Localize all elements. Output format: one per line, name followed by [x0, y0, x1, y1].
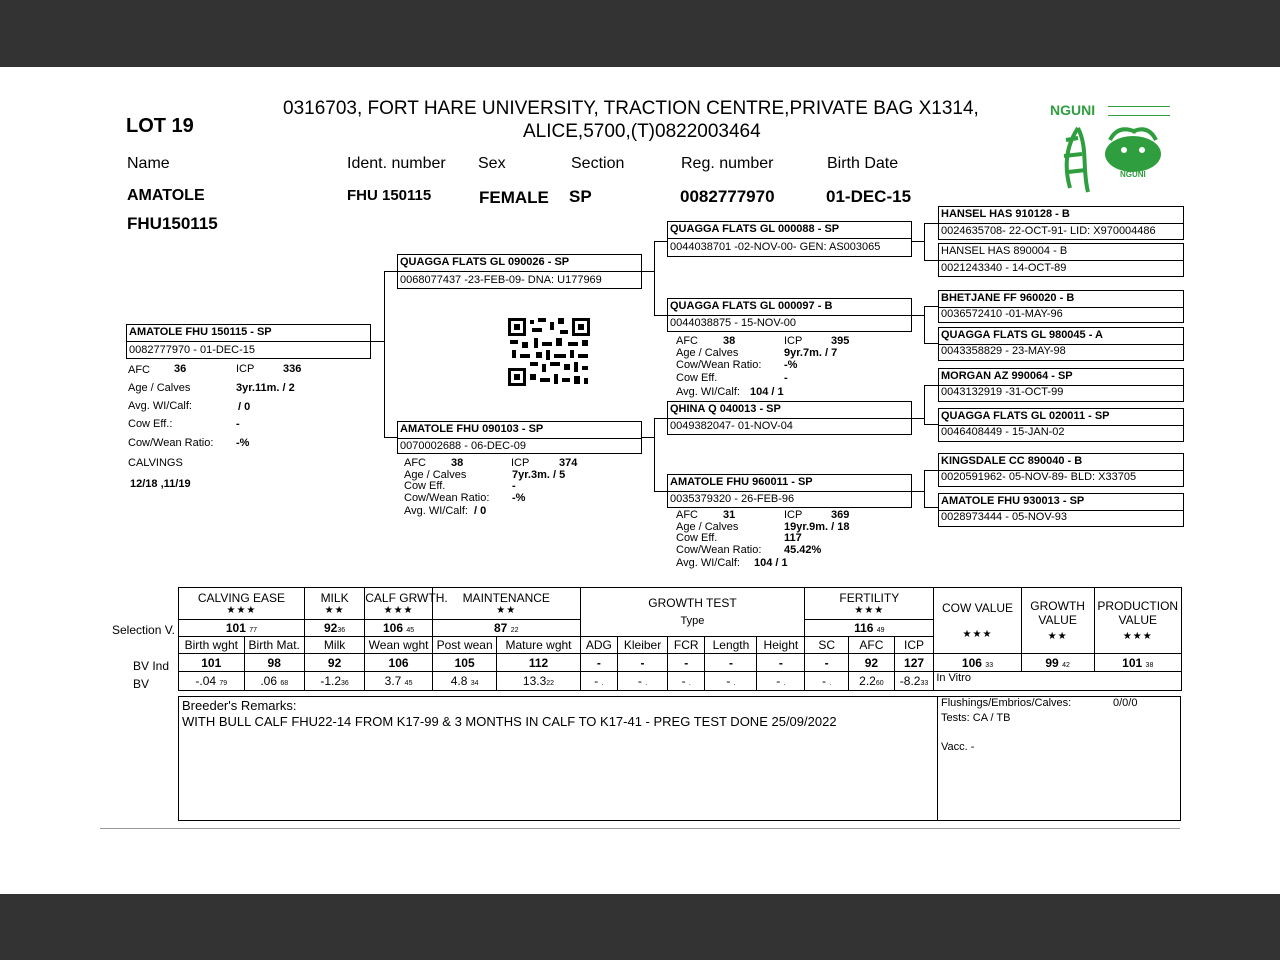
accuracy: 34: [470, 680, 479, 687]
maintenance-label: MAINTENANCE: [462, 591, 550, 605]
milk-stars: ★★: [324, 605, 345, 616]
maintenance-group: [432, 588, 580, 620]
flushings-value: 0/0/0: [1113, 697, 1138, 709]
bv-index-cell: -: [757, 654, 805, 672]
selection-milk: [304, 620, 364, 637]
dd-age-label: Age / Calves: [676, 521, 739, 533]
trait-header: Mature wght: [497, 637, 580, 654]
bv-cell: [757, 672, 805, 691]
reg-value: 0082777970: [680, 187, 775, 206]
breeder-line-2: ALICE,5700,(T)0822003464: [523, 121, 761, 142]
animal-age: 3yr.11m. / 2: [236, 382, 295, 394]
calf-growth-group: [365, 588, 448, 620]
gg-title: QUAGGA FLATS GL 020011 - SP: [941, 410, 1110, 422]
connector: [654, 418, 655, 491]
accuracy: 33: [920, 680, 929, 687]
bv-index-row: [179, 654, 1182, 672]
sire-box: [397, 254, 642, 289]
dam-dam-box: [667, 474, 912, 508]
name-value: AMATOLE: [127, 187, 205, 204]
sire-sire-box: [667, 221, 912, 257]
trait-header: Birth wght: [179, 637, 245, 654]
animal-cw-label: Cow/Wean Ratio:: [128, 437, 214, 449]
dam-sub: 0070002688 - 06-DEC-09: [400, 440, 526, 452]
accuracy: 60: [875, 680, 884, 687]
cow-value-group: [934, 588, 1021, 654]
remarks-box: [178, 696, 1181, 821]
logo-tagline-lines: [1108, 106, 1170, 116]
accuracy: .: [829, 680, 832, 687]
sd-wi-label: Avg. WI/Calf:: [676, 386, 740, 398]
connector: [384, 271, 398, 272]
gg-title: KINGSDALE CC 890040 - B: [941, 455, 1083, 467]
accuracy: 68: [280, 680, 289, 687]
accuracy: .: [783, 680, 786, 687]
dam-afc-label: AFC: [404, 457, 426, 469]
lot-number: LOT 19: [126, 115, 194, 137]
ident-value: FHU 150115: [347, 187, 432, 204]
dam-age: 7yr.3m. / 5: [512, 469, 566, 481]
bv-index-cell: 92: [849, 654, 895, 672]
dam-box: [397, 421, 642, 454]
dam-icp: 374: [559, 457, 578, 469]
top-bar: [0, 0, 1280, 67]
selection-value: 106: [382, 621, 403, 635]
dam-sire-sub: 0049382047- 01-NOV-04: [670, 420, 793, 432]
trait-header: Length: [705, 637, 757, 654]
animal-afc: 36: [174, 363, 187, 375]
index-value: 101: [1122, 655, 1143, 670]
trait-header: Birth Mat.: [244, 637, 304, 654]
type-label: Type: [680, 615, 705, 627]
sire-sub: 0068077437 -23-FEB-09- DNA: U177969: [400, 274, 602, 286]
row-label-selection: Selection V.: [112, 623, 175, 637]
bv-cell: [179, 672, 245, 691]
gg-title: HANSEL HAS 890004 - B: [941, 245, 1068, 257]
accuracy: .: [645, 680, 648, 687]
gg-sub: 0028973444 - 05-NOV-93: [941, 511, 1067, 523]
gg-box: [938, 206, 1184, 240]
connector: [924, 470, 925, 508]
calvings-value: 12/18 ,11/19: [130, 478, 191, 490]
accuracy: .: [688, 680, 691, 687]
bv-value: 3.7: [384, 674, 402, 688]
bottom-bar: [0, 894, 1280, 960]
gg-sub: 0020591962- 05-NOV-89- BLD: X33705: [941, 471, 1137, 483]
trait-header: ICP: [894, 637, 934, 654]
gg-sub: 0043132919 -31-OCT-99: [941, 386, 1064, 398]
production-value-index: [1094, 654, 1181, 672]
bv-cell: [432, 672, 497, 691]
connector: [911, 315, 925, 316]
bv-cell: [668, 672, 705, 691]
connector: [924, 470, 938, 471]
sd-age-label: Age / Calves: [676, 347, 739, 359]
selection-fertility: [805, 620, 934, 637]
breeding-value-table: [178, 587, 1182, 691]
sd-icp: 395: [831, 335, 850, 347]
connector: [924, 385, 938, 386]
accuracy: 49: [876, 627, 885, 634]
accuracy: 45: [406, 627, 415, 634]
sex-value: FEMALE: [479, 188, 549, 207]
production-value-label: PRODUCTION VALUE: [1097, 599, 1179, 627]
breeder-line-1: 0316703, FORT HARE UNIVERSITY, TRACTION CENTRE,PRIVATE BAG X1314,: [283, 98, 979, 119]
bv-value: 2.2: [859, 674, 876, 688]
sire-dam-sub: 0044038875 - 15-NOV-00: [670, 317, 796, 329]
growth-test-group: [580, 588, 805, 637]
bv-cell: [497, 672, 580, 691]
dam-sire-box: [667, 401, 912, 435]
gg-title: QUAGGA FLATS GL 980045 - A: [941, 329, 1103, 341]
trait-header: SC: [805, 637, 849, 654]
bv-value: -: [681, 674, 686, 688]
animal-box: [126, 324, 371, 359]
selection-value: 101: [225, 621, 246, 635]
bv-cell: [244, 672, 304, 691]
calving-ease-label: CALVING EASE: [197, 591, 286, 605]
sd-icp-label: ICP: [784, 335, 803, 347]
connector: [370, 341, 385, 342]
gg-sub: 0021243340 - 14-OCT-89: [941, 262, 1067, 274]
sire-sire-title: QUAGGA FLATS GL 000088 - SP: [670, 223, 840, 235]
bv-value: -: [726, 674, 731, 688]
gg-box: [938, 453, 1184, 487]
divider: [398, 271, 641, 272]
selection-maintenance: [432, 620, 580, 637]
calf-growth-stars: ★★★: [383, 605, 414, 616]
trait-header: Height: [757, 637, 805, 654]
tests-label: Tests: CA / TB: [941, 712, 1011, 724]
gg-box: [938, 290, 1184, 323]
divider: [939, 260, 1183, 261]
connector: [654, 315, 668, 316]
bv-index-cell: -: [805, 654, 849, 672]
bv-value: .06: [260, 674, 277, 688]
dam-cw: -%: [512, 492, 526, 504]
sd-wi: 104 / 1: [750, 386, 784, 398]
trait-header: Wean wght: [365, 637, 433, 654]
dam-afc: 38: [451, 457, 464, 469]
animal-afc-label: AFC: [128, 364, 150, 376]
connector: [654, 418, 668, 419]
connector: [924, 507, 938, 508]
trait-header: Milk: [304, 637, 364, 654]
selection-calf-growth: [365, 620, 433, 637]
sd-afc: 38: [723, 335, 736, 347]
flushings-label: Flushings/Embrios/Calves:: [941, 697, 1072, 709]
animal-icp-label: ICP: [236, 363, 255, 375]
sd-cw-label: Cow/Wean Ratio:: [676, 359, 762, 371]
sex-label: Sex: [478, 155, 506, 172]
bv-index-cell: -: [618, 654, 668, 672]
accuracy: 38: [1145, 661, 1154, 669]
bv-index-cell: 92: [304, 654, 364, 672]
birth-value: 01-DEC-15: [826, 187, 912, 206]
dam-sire-title: QHINA Q 040013 - SP: [670, 403, 781, 415]
connector: [924, 343, 938, 344]
divider: [127, 341, 370, 342]
gg-sub: 0036572410 -01-MAY-96: [941, 308, 1063, 320]
bv-index-cell: -: [580, 654, 617, 672]
gg-title: BHETJANE FF 960020 - B: [941, 292, 1075, 304]
accuracy: 42: [1062, 661, 1070, 669]
accuracy: 79: [219, 680, 228, 687]
nguni-logo: [1048, 102, 1174, 198]
connector: [911, 491, 925, 492]
bv-value: -1.2: [320, 674, 342, 688]
remarks-label: Breeder's Remarks:: [182, 698, 297, 713]
animal-cow-label: Cow Eff.:: [128, 418, 173, 430]
section-label: Section: [571, 155, 625, 172]
trait-header: Kleiber: [618, 637, 668, 654]
trait-header: Post wean: [432, 637, 497, 654]
vacc-label: Vacc. -: [941, 741, 975, 753]
accuracy: 22: [546, 680, 555, 687]
accuracy: 33: [985, 661, 994, 669]
animal-age-label: Age / Calves: [128, 382, 191, 394]
connector: [654, 241, 655, 315]
fertility-group: [805, 588, 934, 620]
gg-box: [938, 327, 1184, 361]
divider: [668, 238, 911, 239]
divider: [668, 315, 911, 316]
remarks-divider: [937, 697, 938, 820]
sire-dam-box: [667, 298, 912, 332]
trait-header: ADG: [580, 637, 617, 654]
gg-sub: 0024635708- 22-OCT-91- LID: X970004486: [941, 225, 1156, 237]
sire-dam-title: QUAGGA FLATS GL 000097 - B: [670, 300, 833, 312]
calving-ease-stars: ★★★: [226, 605, 257, 616]
bv-cell: [705, 672, 757, 691]
maintenance-stars: ★★: [496, 605, 517, 616]
animal-title: AMATOLE FHU 150115 - SP: [129, 326, 272, 338]
bv-index-cell: -: [705, 654, 757, 672]
row-label-bvind: BV Ind: [133, 659, 170, 673]
selection-value: 116: [854, 621, 874, 635]
cow-value-stars: ★★★: [962, 629, 993, 640]
connector: [924, 306, 938, 307]
gg-title: AMATOLE FHU 930013 - SP: [941, 495, 1085, 507]
remarks-text: WITH BULL CALF FHU22-14 FROM K17-99 & 3 MONTHS IN CALF TO K17-41 - PREG TEST DONE 25/09/2022: [182, 714, 837, 729]
gg-title: MORGAN AZ 990064 - SP: [941, 370, 1073, 382]
connector: [924, 306, 925, 344]
production-value-group: [1094, 588, 1181, 654]
bv-cell: [849, 672, 895, 691]
dd-cw: 45.42%: [784, 544, 822, 556]
connector: [654, 491, 668, 492]
gg-sub: 0046408449 - 15-JAN-02: [941, 426, 1065, 438]
sd-cow: -: [784, 372, 788, 384]
divider: [939, 223, 1183, 224]
section-value: SP: [569, 187, 592, 206]
milk-group: [304, 588, 364, 620]
accuracy: 36: [337, 627, 346, 634]
dam-title: AMATOLE FHU 090103 - SP: [400, 423, 544, 435]
bv-value: -8.2: [899, 674, 921, 688]
dd-age: 19yr.9m. / 18: [784, 521, 850, 533]
connector: [924, 260, 938, 261]
index-value: 106: [961, 655, 982, 670]
bv-index-cell: 101: [179, 654, 245, 672]
name-label: Name: [127, 155, 170, 172]
bv-value: -: [637, 674, 642, 688]
sd-age: 9yr.7m. / 7: [784, 347, 838, 359]
animal-sub: 0082777970 - 01-DEC-15: [129, 344, 255, 356]
calving-ease-group: [179, 588, 305, 620]
cow-value-index: [934, 654, 1021, 672]
dam-dam-title: AMATOLE FHU 960011 - SP: [670, 476, 813, 488]
sire-title: QUAGGA FLATS GL 090026 - SP: [400, 256, 570, 268]
animal-cw: -%: [236, 437, 250, 449]
birth-label: Birth Date: [827, 155, 899, 172]
divider: [668, 418, 911, 419]
logo-subtext: NGUNI: [1120, 170, 1146, 179]
connector: [384, 271, 385, 437]
growth-value-label: GROWTH VALUE: [1030, 599, 1085, 627]
bv-value: -: [776, 674, 781, 688]
dd-wi-label: Avg. WI/Calf:: [676, 557, 740, 569]
in-vitro-label: In Vitro: [936, 672, 971, 684]
gg-box: [938, 368, 1184, 402]
gg-box: [938, 408, 1184, 442]
connector: [924, 385, 925, 425]
accuracy: 36: [341, 680, 349, 687]
selection-value: 87: [493, 621, 508, 635]
sd-afc-label: AFC: [676, 335, 698, 347]
connector: [654, 241, 668, 242]
bv-cell: [304, 672, 364, 691]
bv-index-cell: 112: [497, 654, 580, 672]
gg-box: [938, 243, 1184, 277]
connector: [641, 437, 655, 438]
gg-box: [938, 493, 1184, 527]
bv-cell: [365, 672, 433, 691]
dam-cow-label: Cow Eff.: [404, 480, 446, 492]
connector: [384, 437, 398, 438]
calf-growth-label: CALF GRWTH.: [365, 591, 448, 605]
dam-dam-sub: 0035379320 - 26-FEB-96: [670, 493, 795, 505]
group-header-row: [179, 588, 1182, 620]
bv-value: -: [594, 674, 599, 688]
animal-icp: 336: [283, 363, 302, 375]
dd-afc: 31: [723, 509, 736, 521]
animal-wi-label: Avg. WI/Calf:: [128, 400, 192, 412]
connector: [924, 223, 938, 224]
qr-code-icon: [508, 318, 590, 386]
fertility-label: FERTILITY: [839, 591, 900, 605]
growth-value-index: [1021, 654, 1094, 672]
dd-cow: 117: [784, 532, 802, 544]
accuracy: 45: [404, 680, 413, 687]
sd-cw: -%: [784, 359, 798, 371]
bv-index-cell: 127: [894, 654, 934, 672]
sire-sire-sub: 0044038701 -02-NOV-00- GEN: AS003065: [670, 241, 881, 253]
dam-icp-label: ICP: [511, 457, 530, 469]
dd-icp-label: ICP: [784, 509, 803, 521]
bv-value: -: [822, 674, 827, 688]
dd-cw-label: Cow/Wean Ratio:: [676, 544, 762, 556]
dam-wi: / 0: [474, 505, 487, 517]
name-value-2: FHU150115: [127, 214, 218, 233]
fertility-stars: ★★★: [854, 605, 885, 616]
connector: [911, 241, 925, 242]
production-value-stars: ★★★: [1122, 631, 1153, 642]
connector: [924, 223, 925, 261]
dd-afc-label: AFC: [676, 509, 698, 521]
gg-title: HANSEL HAS 910128 - B: [941, 208, 1070, 220]
selection-calving-ease: [179, 620, 305, 637]
dd-cow-label: Cow Eff.: [676, 532, 718, 544]
bv-cell: [618, 672, 668, 691]
reg-label: Reg. number: [681, 155, 774, 172]
dd-wi: 104 / 1: [754, 557, 788, 569]
trait-header: FCR: [668, 637, 705, 654]
selection-value: 92: [324, 621, 338, 635]
cow-value-label: COW VALUE: [941, 601, 1014, 615]
divider: [668, 491, 911, 492]
dam-cw-label: Cow/Wean Ratio:: [404, 492, 490, 504]
dam-wi-label: Avg. WI/Calf:: [404, 505, 468, 517]
bv-cell: [894, 672, 934, 691]
accuracy: .: [733, 680, 736, 687]
sd-cow-label: Cow Eff.: [676, 372, 718, 384]
divider: [398, 438, 641, 439]
growth-value-group: [1021, 588, 1094, 654]
in-vitro-cell: [934, 672, 1182, 691]
bv-value: 13.3: [522, 674, 547, 688]
accuracy: 77: [249, 627, 258, 634]
bv-value: -.04: [195, 674, 217, 688]
bv-value: 4.8: [450, 674, 468, 688]
growth-value-stars: ★★: [1047, 631, 1068, 642]
connector: [924, 424, 938, 425]
row-label-bv: BV: [133, 677, 150, 691]
dd-icp: 369: [831, 509, 850, 521]
dam-cow: -: [512, 480, 516, 492]
bv-row: [179, 672, 1182, 691]
index-value: 99: [1045, 655, 1059, 670]
calvings-label: CALVINGS: [128, 457, 183, 469]
ident-label: Ident. number: [347, 155, 446, 172]
connector: [911, 418, 925, 419]
bv-cell: [580, 672, 617, 691]
footer-rule: [100, 828, 1180, 829]
growth-test-label: GROWTH TEST: [648, 596, 737, 610]
animal-wi: / 0: [238, 401, 251, 413]
connector: [641, 271, 655, 272]
gg-sub: 0043358829 - 23-MAY-98: [941, 345, 1066, 357]
animal-cow: -: [236, 418, 240, 430]
bv-index-cell: -: [668, 654, 705, 672]
dam-age-label: Age / Calves: [404, 469, 467, 481]
nguni-bull-icon: [1048, 118, 1174, 198]
bv-cell: [805, 672, 849, 691]
bv-index-cell: 105: [432, 654, 497, 672]
bv-index-cell: 106: [365, 654, 433, 672]
trait-header: AFC: [849, 637, 895, 654]
accuracy: .: [601, 680, 604, 687]
accuracy: 22: [510, 627, 519, 634]
milk-label: MILK: [320, 591, 349, 605]
logo-text: NGUNI: [1050, 102, 1096, 118]
bv-index-cell: 98: [244, 654, 304, 672]
